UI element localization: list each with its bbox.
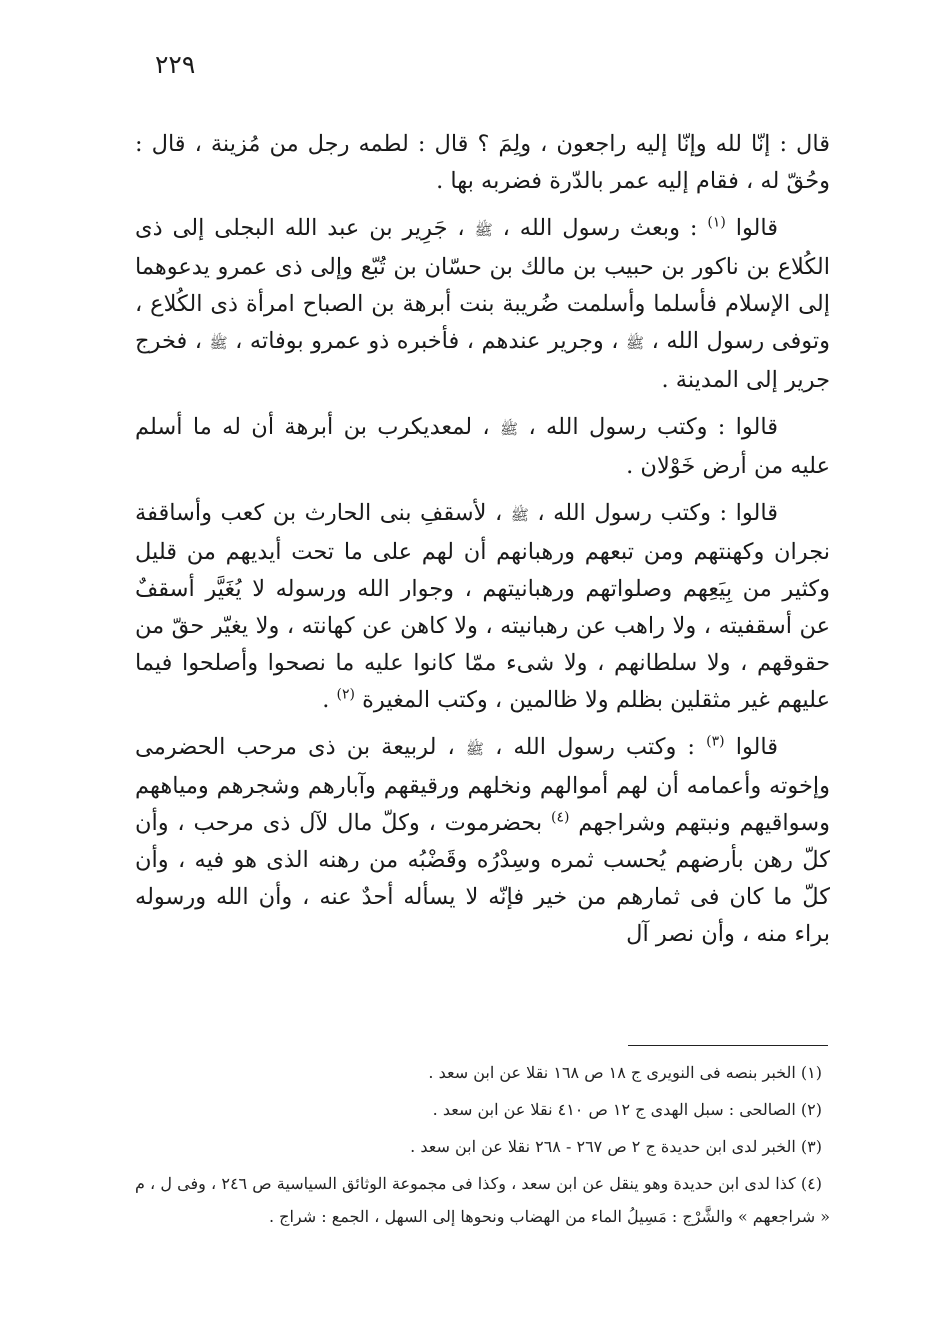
text-segment: ، لأسقفِ بنى الحارث بن كعب وأساقفة نجران وكهنتهم ومن تبعهم ورهبانهم أن لهم على ما تحت أيديهم من قليل وكثير من بِيَعِهم وصلواتهم ورهبانيتهم ، وجوار الله ورسوله لا يُغَيَّر أسقفٌ عن أسقفيته ، ولا راهب عن رهبانيته ، ولا كاهن عن كهانته ، ولا يغيّر حقّ من حقوقهم ، ولا سلطانهم ، ولا شىء ممّا كانوا عليه ما نصحوا وأصلحوا فيما عليهم غير مثقلين بظلم ولا ظالمين ، وكتب المغيرة (135, 500, 830, 713)
paragraph-4 (135, 495, 830, 719)
text-segment: ، فخرج جرير إلى المدينة . (135, 328, 830, 393)
footnote-ref-4: (٤) (550, 809, 570, 826)
text-segment: بحضرموت ، وكلّ مال لآل ذى مرحب ، وأن كلّ رهن بأرضهم يُحسب ثمره وسِدْرُه وقَضْبُه من رهنه الذى هو فيه ، وأن كلّ ما كان فى ثمارهم من خير فإنّه لا يسأله أحدٌ عنه ، وأن الله ورسوله براء منه ، وأن نصر آل (135, 810, 830, 947)
text-segment: ، وجرير عندهم ، فأخبره ذو عمرو بوفاته ، (235, 328, 619, 354)
footnote-ref-3: (٣) (706, 733, 725, 750)
footnote-divider (628, 1045, 828, 1046)
paragraph-1 (135, 126, 830, 200)
salla-ligature: ﷺ (510, 506, 529, 524)
footnotes (135, 1056, 830, 1237)
text-segment: قالوا : وكتب رسول الله ، (537, 500, 778, 526)
salla-ligature: ﷺ (465, 740, 484, 758)
text-segment: ، لمعديكرب بن أبرهة أن له ما أسلم عليه من أرض خَوْلان . (135, 414, 830, 479)
salla-ligature: ﷺ (500, 420, 519, 438)
text-segment: : وبعث رسول الله ، (502, 215, 698, 241)
footnote-ref-1: (١) (707, 214, 726, 231)
paragraph-1-text: قال : إنّا لله وإنّا إليه راجعون ، ولِمَ ؟ قال : لطمه رجل من مُزينة ، قال : وحُقّ له ، فقام إليه عمر بالدّرة فضربه بها . (135, 131, 830, 194)
footnote-2: (٢) الصالحى : سبل الهدى ج ١٢ ص ٤١٠ نقلا عن ابن سعد . (432, 1100, 822, 1119)
salla-ligature: ﷺ (626, 334, 645, 352)
text-segment: ، جَرِير بن عبد الله البجلى إلى ذى الكُلاع بن ناكور بن حبيب بن مالك بن حسّان بن تُبّع وإلى ذى عمرو يدعوهما إلى الإسلام فأسلما وأسلمت ضُريبة بنت أبرهة بن الصباح امرأة ذى الكُلاع ، وتوفى رسول الله ، (135, 215, 830, 354)
text-segment: قالوا : وكتب رسول الله ، (528, 414, 779, 440)
main-text (135, 126, 830, 963)
paragraph-2 (135, 210, 830, 399)
footnote-ref-2: (٢) (336, 686, 355, 703)
text-segment: قالوا (735, 215, 779, 241)
salla-ligature: ﷺ (209, 334, 228, 352)
salla-ligature: ﷺ (474, 221, 493, 239)
footnote-3: (٣) الخبر لدى ابن حديدة ج ٢ ص ٢٦٧ - ٢٦٨ نقلا عن ابن سعد . (410, 1137, 822, 1156)
footnote-4: (٤) كذا لدى ابن حديدة وهو ينقل عن ابن سعد ، وكذا فى مجموعة الوثائق السياسية ص ٢٤٦ ، وفى ل ، م « شراجعهم » والشَّرْج : مَسِيلُ الماء من الهضاب ونحوها إلى السهل ، الجمع : شراج . (135, 1174, 830, 1226)
paragraph-5 (135, 729, 830, 953)
text-segment: . (322, 687, 330, 713)
footnote-1: (١) الخبر بنصه فى النويرى ج ١٨ ص ١٦٨ نقلا عن ابن سعد . (428, 1063, 822, 1082)
paragraph-3 (135, 409, 830, 485)
page-number: ٢٢٩ (155, 50, 196, 79)
text-segment: قالوا (735, 734, 779, 760)
text-segment: : وكتب رسول الله ، (495, 734, 696, 760)
text-segment: ، لربيعة بن ذى مرحب الحضرمى وإخوته وأعمامه أن لهم أموالهم ونخلهم ورقيقهم وآبارهم وشجرهم ومياههم وسواقيهم ونبتهم وشراجهم (135, 734, 830, 836)
